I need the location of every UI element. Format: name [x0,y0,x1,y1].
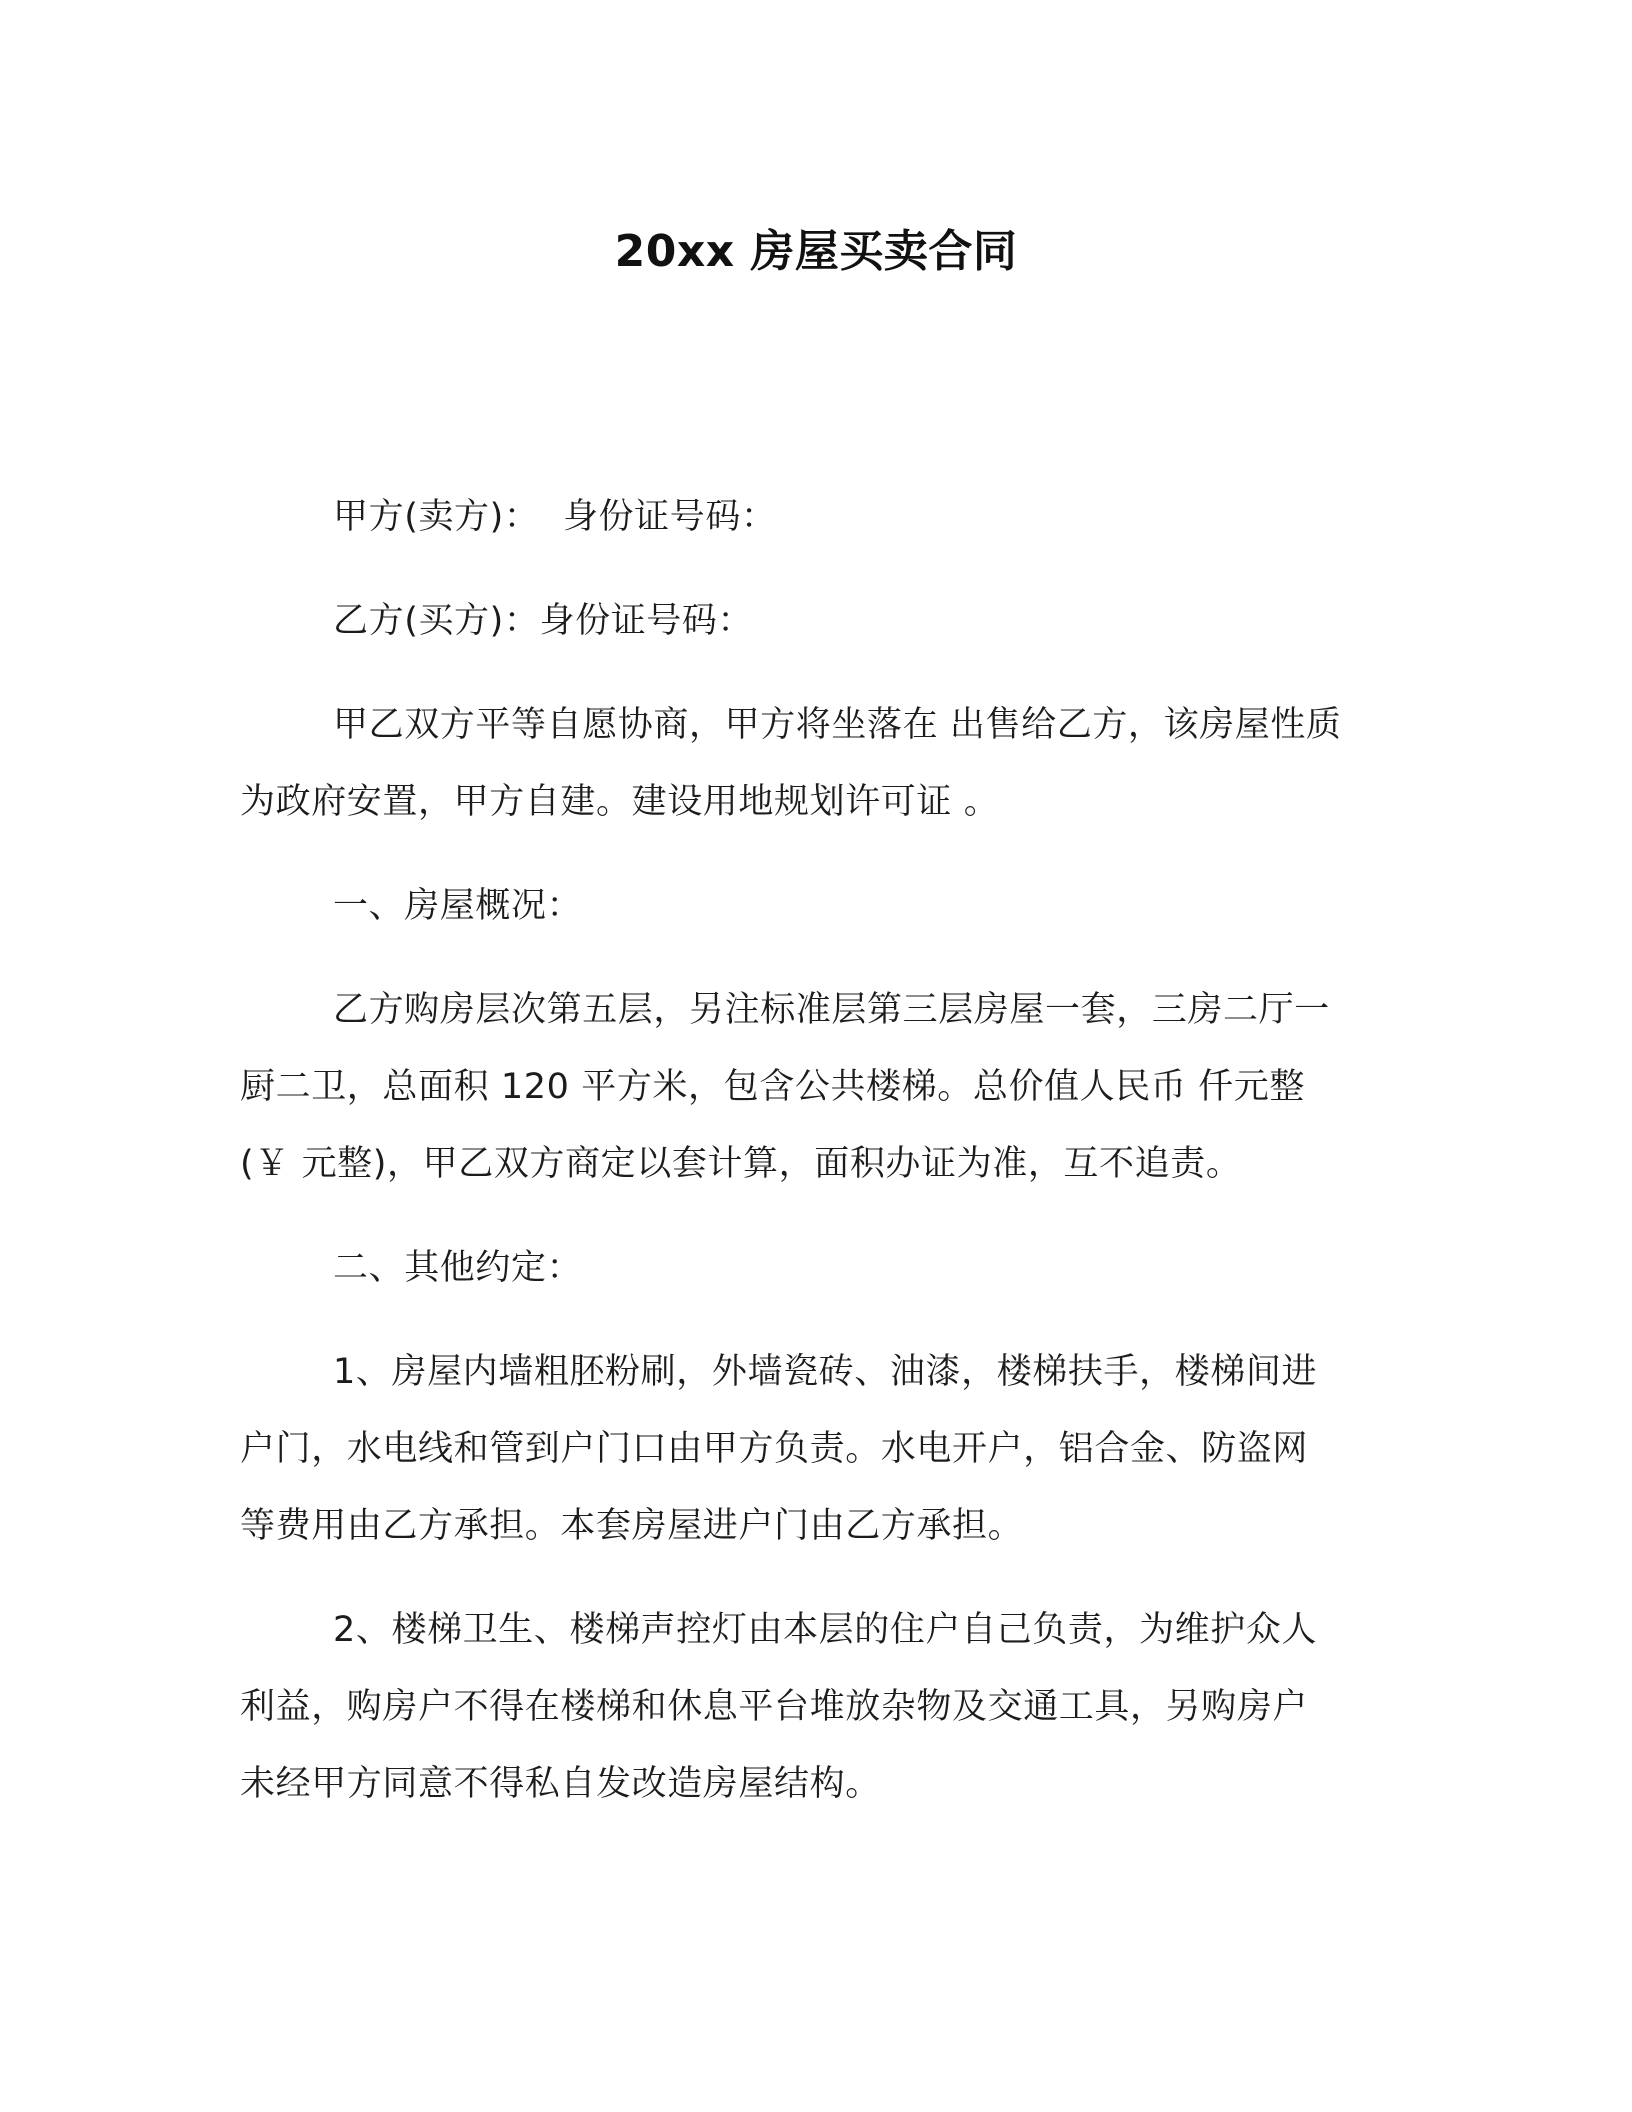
section-heading-other-terms [240,1230,1390,1307]
section-heading: 二、其他约定： [333,1248,583,1288]
document-title: 20xx 房屋买卖合同 [614,226,1018,277]
paragraph-line: 利益，购房户不得在楼梯和休息平台堆放杂物及交通工具，另购房户 [240,1687,1309,1727]
section-heading-overview [240,868,1390,945]
paragraph-line: (￥ 元整)，甲乙双方商定以套计算，面积办证为准，互不追责。 [240,1144,1242,1184]
paragraph-line: 甲乙双方平等自愿协商，甲方将坐落在 出售给乙方，该房屋性质 [333,705,1342,745]
paragraph-line: 甲方(卖方)： 身份证号码： [333,497,777,537]
paragraph-line: 户门，水电线和管到户门口由甲方负责。水电开户，铝合金、防盗网 [240,1429,1309,1469]
section-heading: 一、房屋概况： [333,886,583,926]
agreement-intro-paragraph [240,687,1390,841]
paragraph-line: 厨二卫，总面积 120 平方米，包含公共楼梯。总价值人民币 仟元整 [240,1067,1305,1107]
paragraph-line: 等费用由乙方承担。本套房屋进户门由乙方承担。 [240,1506,1024,1546]
document-body [240,479,1390,1850]
paragraph-line: 未经甲方同意不得私自发改造房屋结构。 [240,1764,881,1804]
paragraph-line: 为政府安置，甲方自建。建设用地规划许可证 。 [240,782,1000,822]
party-b-paragraph [240,583,1390,660]
term-2-paragraph [240,1592,1390,1823]
paragraph-line: 1、房屋内墙粗胚粉刷，外墙瓷砖、油漆，楼梯扶手，楼梯间进 [333,1352,1318,1392]
term-1-paragraph [240,1334,1390,1565]
overview-paragraph [240,972,1390,1203]
paragraph-line: 乙方购房层次第五层，另注标准层第三层房屋一套，三房二厅一 [333,990,1330,1030]
paragraph-line: 乙方(买方)：身份证号码： [333,601,754,641]
paragraph-line: 2、楼梯卫生、楼梯声控灯由本层的住户自己负责，为维护众人 [333,1610,1318,1650]
party-a-paragraph [240,479,1390,556]
